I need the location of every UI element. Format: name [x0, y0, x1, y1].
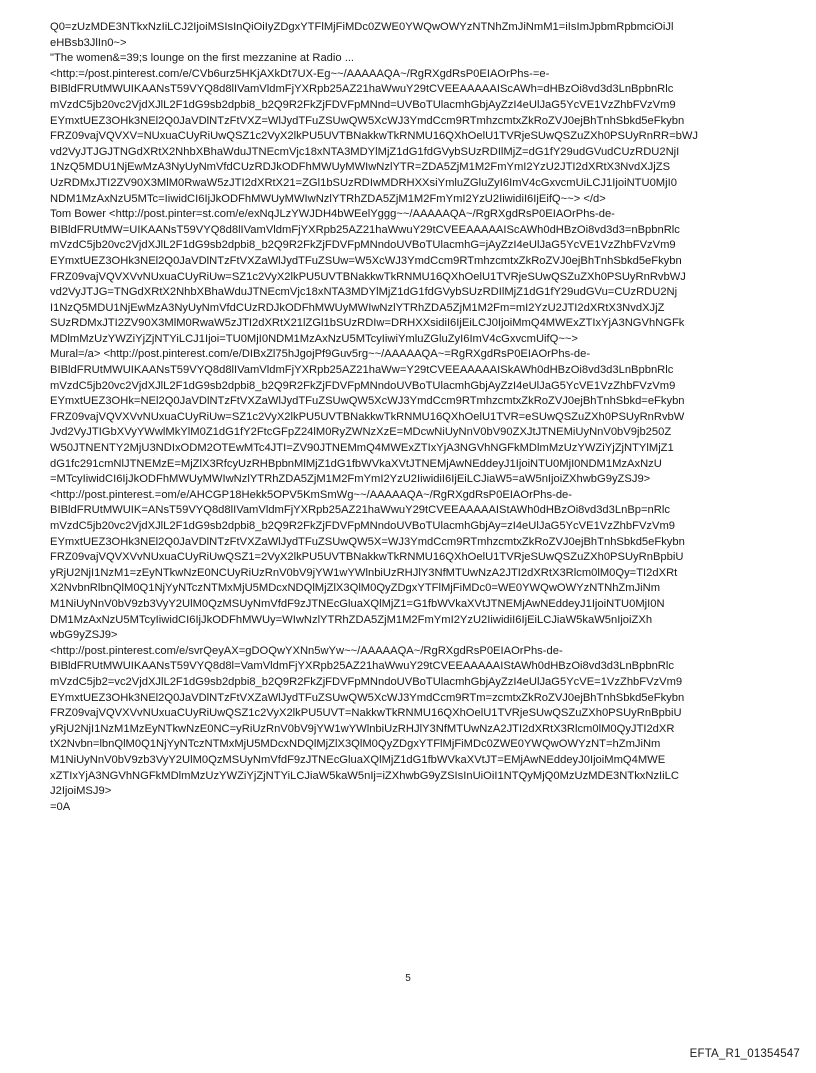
document-line: FRZ09vajVQVXVvNUxuaCUyRiUwQSZ1=2VyX2lkPU5UVTBNakkwTkRNMU16QXhOelU1TVRjeSUwQSZuZXh0PSUyRnBpbiU	[50, 551, 684, 564]
document-line: eHBsb3JlIn0~>	[50, 36, 127, 49]
document-body	[50, 20, 780, 815]
document-line: W50JTNENTY2MjU3NDIxODM2OTEwMTc4JTI=ZV90JTNEMmQ4MWExZTIxYjA3NGVhNGFkMDlmMzUzYWZiYjZjNTYlMjZ1	[50, 442, 674, 455]
document-line: mVzdC5jb20vc2VjdXJlL2F1dG9sb2dpbi8_b2Q9R2FkZjFDVFpMNnd=UVBoTUlacmhGbjAyZzI4eUlJaG5YcVE1VzZhbFVzVm9	[50, 98, 676, 111]
document-line: Tom Bower <http://post.pinter=st.com/e/exNqJLzYWJDH4bWEelYggg~~/AAAAAQA~/RgRXgdRsP0EIAOrPhs-de-	[50, 208, 615, 221]
document-line: tX2Nvbn=lbnQlM0Q1NjYyNTczNTMxMjU5MDcxNDQlMjZlX3QlM0QyZDgxYTFlMjFiMDc0ZWE0YWQwOWYzNT=hZmJiNm	[50, 738, 661, 751]
document-line: X2NvbnRlbnQlM0Q1NjYyNTczNTMxMjU5MDcxNDQlMjZlX3QlM0QyZDgxYTFlMjFiMDc0=WE0YWQwOWYzNTNhZmJiNm	[50, 582, 661, 595]
page-number: 5	[405, 973, 411, 984]
document-line: 1NzQ5MDU1NjEwMzA3NyUyNmVfdCUzRDJkODFhMWUyMWIwNzlYTR=ZDA5ZjM1M2FmYmI2YzU2JTI2dXRtX3NvdXJjZS	[50, 161, 671, 174]
document-line: vd2VyJTJGJTNGdXRtX2NhbXBhaWduJTNEcmVjc18xNTA3MDYlMjZ1dG1fdGVybSUzRDIlMjZ=dG1fY29udGVudCUzRDU2NjI	[50, 145, 680, 158]
document-line: FRZ09vajVQVXVvNUxuaCUyRiUwQSZ1c2VyX2lkPU5UVT=NakkwTkRNMU16QXhOelU1TVRjeSUwQSZuZXh0PSUyRnBpbiU	[50, 707, 682, 720]
document-line: SUzRDMxJTI2ZV90X3MlM0RwaW5zJTI2dXRtX21lZGl1bSUzRDIw=DRHXXsidiI6IjEiLCJ0IjoiMmQ4MWExZTIxYjA3NGVhNGFk	[50, 317, 685, 330]
document-line: vd2VyJTJG=TNGdXRtX2NhbXBhaWduJTNEcmVjc18xNTA3MDYlMjZ1dG1fdGVybSUzRDIlMjZ1dG1fY29udGVu=CUzRDU2Nj	[50, 286, 678, 299]
bates-number: EFTA_R1_01354547	[689, 1048, 800, 1060]
document-line: EYmxtUEZ3OHk3NEl2Q0JaVDlNTzFtVXZaWlJydTFuZSUw=W5XcWJ3YmdCcm9RTmhzcmtxZkRoZVJ0ejBhTnhSbkd5eFkybn	[50, 254, 682, 267]
document-line: <http:=/post.pinterest.com/e/CVb6urz5HKjAXkDt7UX-Eg~~/AAAAAQA~/RgRXgdRsP0EIAOrPhs-=e-	[50, 67, 550, 80]
document-line: mVzdC5jb20vc2VjdXJlL2F1dG9sb2dpbi8_b2Q9R2FkZjFDVFpMNndoUVBoTUlacmhGbjAyZzI4eUlJaG5YcVE1VzZhbFVzVm9	[50, 379, 676, 392]
document-line: BIBldFRUtMWUIK=ANsT59VYQ8d8lIVamVldmFjYXRpb25AZ21haWwuY29tCVEEAAAAAIStAWh0dHBzOi8vd3d3LnBp=nRlc	[50, 504, 670, 517]
document-line: EYmxtUEZ3OHk3NEl2Q0JaVDlNTzFtVXZ=WlJydTFuZSUwQW5XcWJ3YmdCcm9RTmhzcmtxZkRoZVJ0ejBhTnhSbkd5eFkybn	[50, 114, 685, 127]
document-line: FRZ09vajVQVXVvNUxuaCUyRiUw=SZ1c2VyX2lkPU5UVTBNakkwTkRNMU16QXhOelU1TVR=eSUwQSZuZXh0PSUyRnRvbW	[50, 410, 685, 423]
document-line: BIBldFRUtMWUIKAANsT59VYQ8d8lIVamVldmFjYXRpb25AZ21haWw=Y29tCVEEAAAAAISkAWh0dHBzOi8vd3d3LnBpbnRlc	[50, 364, 674, 377]
document-line: =MTcyIiwidCI6IjJkODFhMWUyMWIwNzlYTRhZDA5ZjM1M2FmYmI2YzU2IiwidiI6IjEiLCJiaW5=aW5nIjoiZXhwbG9yZSJ9>	[50, 473, 651, 486]
document-line: =0A	[50, 800, 71, 813]
document-line: "The women&=39;s lounge on the first mezzanine at Radio ...	[50, 52, 355, 65]
document-line: yRjU2NjI1NzM1=zEyNTkwNzE0NCUyRiUzRnV0bV9jYW1wYWlnbiUzRHJlY3NfMTUwNzA2JTI2dXRtX3Rlcm0lM0Qy=TI2dXRt	[50, 566, 678, 579]
document-line: BIBldFRUtMW=UIKAANsT59VYQ8d8lIVamVldmFjYXRpb25AZ21haWwuY29tCVEEAAAAAIScAWh0dHBzOi8vd3d3=nBpbnRlc	[50, 223, 680, 236]
document-line: J2IjoiMSJ9>	[50, 785, 112, 798]
document-line: mVzdC5jb20vc2VjdXJlL2F1dG9sb2dpbi8_b2Q9R2FkZjFDVFpMNndoUVBoTUlacmhGbjAy=zI4eUlJaG5YcVE1VzZhbFVzVm9	[50, 520, 676, 532]
document-line: <http://post.pinterest.com/e/svrQeyAX=gDOQwYXNn5wYw~~/AAAAAQA~/RgRXgdRsP0EIAOrPhs-de-	[50, 644, 563, 657]
document-line: dG1fc291cmNlJTNEMzE=MjZlX3RfcyUzRHBpbnMlMjZ1dG1fbWVkaXVtJTNEMjAwNEddeyJ1IjoiNTU0MjI0NDM1MzAxNzU	[50, 457, 662, 470]
document-line: BIBldFRUtMWUIKAANsT59VYQ8d8l=VamVldmFjYXRpb25AZ21haWwuY29tCVEEAAAAAIStAWh0dHBzOi8vd3d3LnBpbnRlc	[50, 660, 674, 673]
document-line: M1NiUyNnV0bV9zb3VyY2UlM0QzMSUyNmVfdF9zJTNEcGluaXQlMjZ1=G1fbWVkaXVtJTNEMjAwNEddeyJ1IjoiNTU0MjI0N	[50, 597, 665, 610]
document-line: mVzdC5jb2=vc2VjdXJlL2F1dG9sb2dpbi8_b2Q9R2FkZjFDVFpMNndoUVBoTUlacmhGbjAyZzI4eUlJaG5YcVE=1VzZhbFVzVm9	[50, 675, 683, 688]
document-line: EYmxtUEZ3OHk3NEl2Q0JaVDlNTzFtVXZaWlJydTFuZSUwQW5XcWJ3YmdCcm9RTm=zcmtxZkRoZVJ0ejBhTnhSbkd5eFkybn	[50, 691, 685, 704]
document-line: DM1MzAxNzU5MTcyIiwidCI6IjJkODFhMWUy=WIwNzlYTRhZDA5ZjM1M2FmYmI2YzU2IiwidiI6IjEiLCJiaW5kaW5nIjoiZXh	[50, 613, 653, 626]
document-line: xZTIxYjA3NGVhNGFkMDlmMzUzYWZiYjZjNTYiLCJiaW5kaW5nIj=iZXhwbG9yZSIsInUiOiI1NTQyMjQ0MzUzMDE3NTkxNzIiLC	[50, 769, 679, 782]
document-line: BIBldFRUtMWUIKAANsT59VYQ8d8lIVamVldmFjYXRpb25AZ21haWwuY29tCVEEAAAAAIScAWh=dHBzOi8vd3d3LnBpbnRlc	[50, 83, 674, 96]
document-line: mVzdC5jb20vc2VjdXJlL2F1dG9sb2dpbi8_b2Q9R2FkZjFDVFpMNndoUVBoTUlacmhG=jAyZzI4eUlJaG5YcVE1VzZhbFVzVm9	[50, 239, 676, 252]
document-line: EYmxtUEZ3OHk=NEl2Q0JaVDlNTzFtVXZaWlJydTFuZSUwQW5XcWJ3YmdCcm9RTmhzcmtxZkRoZVJ0ejBhTnhSbkd=eFkybn	[50, 395, 685, 408]
document-line: wbG9yZSJ9>	[50, 629, 118, 642]
document-line: Mural=/a> <http://post.pinterest.com/e/DIBxZl75hJgojPf9Guv5rg~~/AAAAAQA~=RgRXgdRsP0EIAOrPhs-de-	[50, 348, 591, 361]
document-line: Jvd2VyJTIGbXVyYWwlMkYlM0Z1dG1fY2FtcGFpZ24lM0RyZWNzXzE=MDcwNiUyNnV0bV90ZXJtJTNEMiUyNnV0bV9jb250Z	[50, 426, 672, 439]
document-line: MDlmMzUzYWZiYjZjNTYiLCJ1Ijoi=TU0MjI0NDM1MzAxNzU5MTcyIiwiYmluZGluZyI6ImV4cGxvcmUifQ~~>	[50, 332, 578, 345]
document-line: <http://post.pinterest.=om/e/AHCGP18Hekk5OPV5KmSmWg~~/AAAAAQA~/RgRXgdRsP0EIAOrPhs-de-	[50, 488, 572, 501]
document-line: I1NzQ5MDU1NjEwMzA3NyUyNmVfdCUzRDJkODFhMWUyMWIwNzlYTRhZDA5ZjM1M2Fm=mI2YzU2JTI2dXRtX3NvdXJjZ	[50, 301, 665, 314]
document-line: FRZ09vajVQVXV=NUxuaCUyRiUwQSZ1c2VyX2lkPU5UVTBNakkwTkRNMU16QXhOelU1TVRjeSUwQSZuZXh0PSUyRnRR=bWJ	[50, 130, 699, 143]
document-line: NDM1MzAxNzU5MTc=IiwidCI6IjJkODFhMWUyMWIwNzlYTRhZDA5ZjM1M2FmYmI2YzU2IiwidiI6IjEifQ~~> </d>	[50, 192, 606, 205]
document-line: yRjU2NjI1NzM1MzEyNTkwNzE0NC=yRiUzRnV0bV9jYW1wYWlnbiUzRHJlY3NfMTUwNzA2JTI2dXRtX3Rlcm0lM0QyJTI2dXR	[50, 722, 675, 735]
document-line: UzRDMxJTI2ZV90X3MlM0RwaW5zJTI2dXRtX21=ZGl1bSUzRDIwMDRHXXsiYmluZGluZyI6ImV4cGxvcmUiLCJ1IjoiNTU0MjI0	[50, 176, 677, 189]
document-line: Q0=zUzMDE3NTkxNzIiLCJ2IjoiMSIsInQiOiIyZDgxYTFlMjFiMDc0ZWE0YWQwOWYzNTNhZmJiNmM1=iIsImJpbmRpbmciOiJl	[50, 21, 674, 33]
document-line: M1NiUyNnV0bV9zb3VyY2UlM0QzMSUyNmVfdF9zJTNEcGluaXQlMjZ1dG1fbWVkaXVtJT=EMjAwNEddeyJ0IjoiMmQ4MWE	[50, 753, 666, 766]
document-line: FRZ09vajVQVXVvNUxuaCUyRiUw=SZ1c2VyX2lkPU5UVTBNakkwTkRNMU16QXhOelU1TVRjeSUwQSZuZXh0PSUyRnRvbWJ	[50, 270, 686, 283]
document-line: EYmxtUEZ3OHk3NEl2Q0JaVDlNTzFtVXZaWlJydTFuZSUwQW5X=WJ3YmdCcm9RTmhzcmtxZkRoZVJ0ejBhTnhSbkd5eFkybn	[50, 535, 685, 548]
